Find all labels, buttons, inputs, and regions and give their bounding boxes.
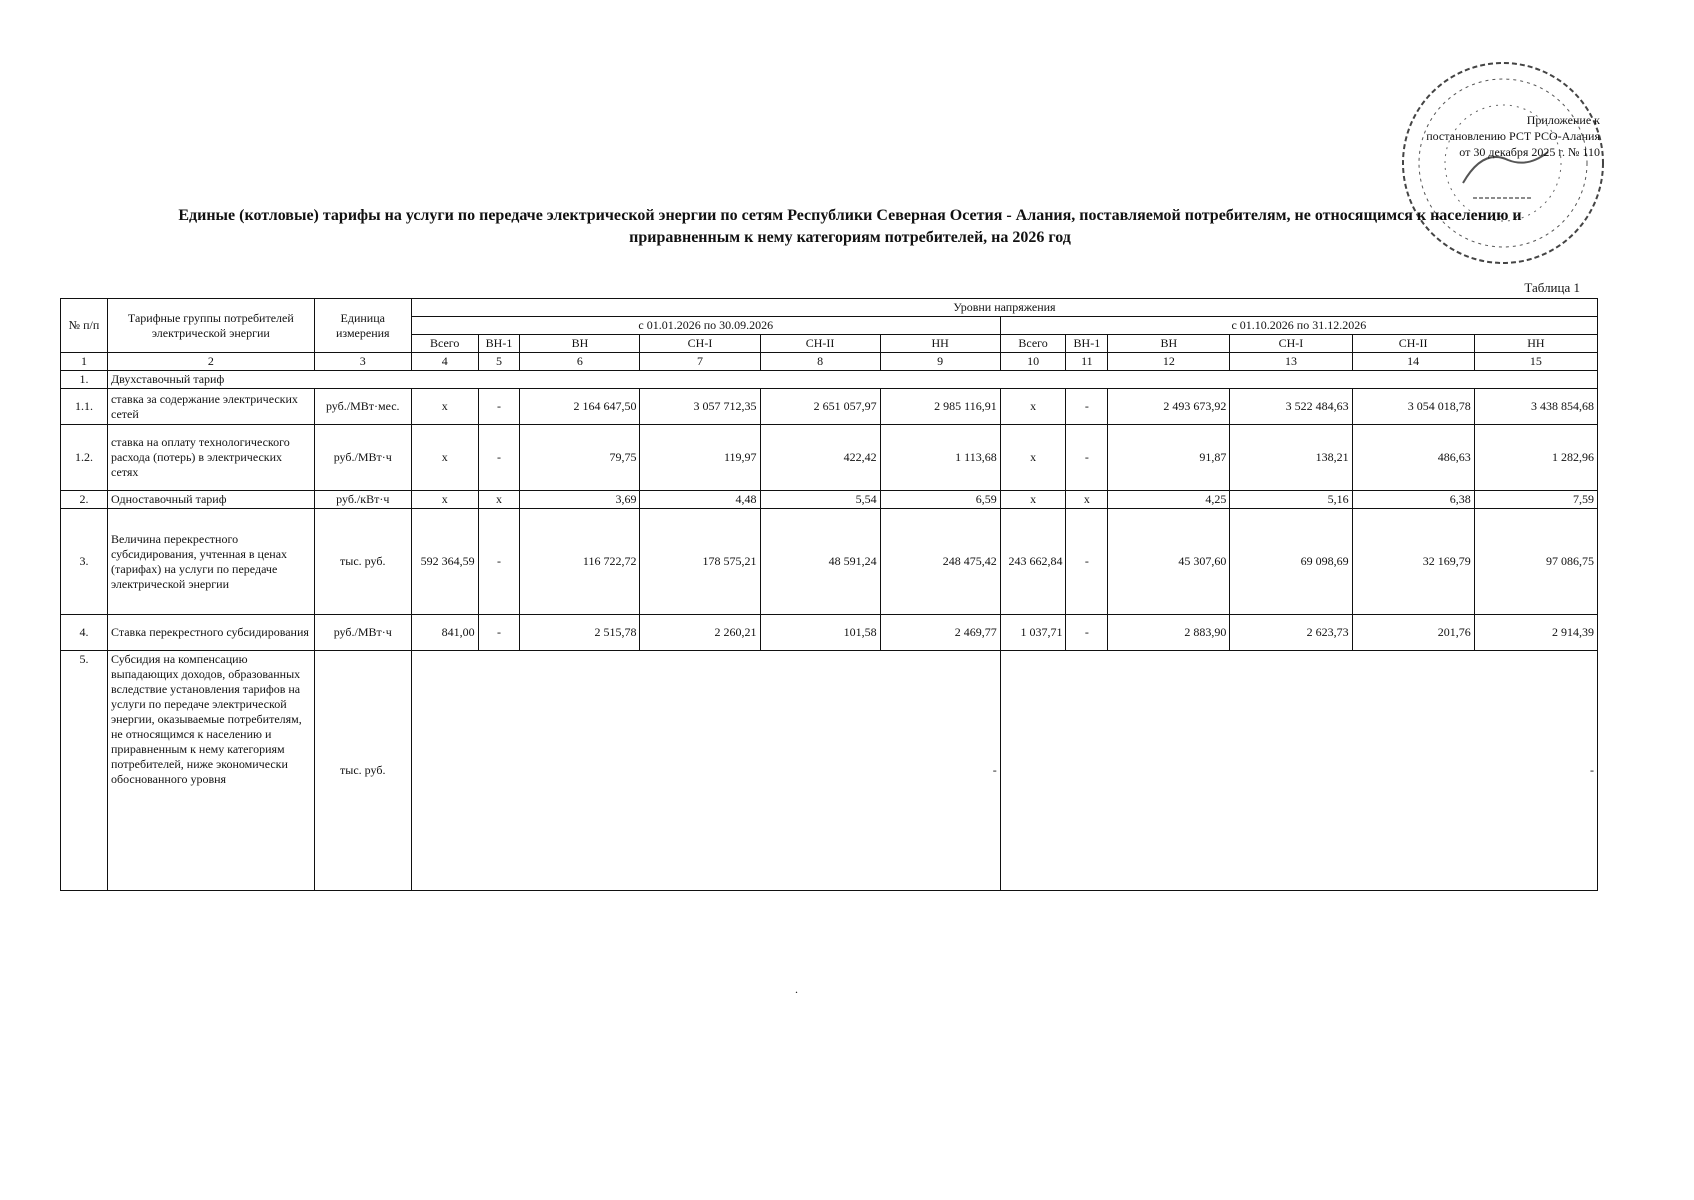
value-cell: - — [478, 509, 520, 615]
value-cell: 3 057 712,35 — [640, 389, 760, 425]
table-row — [61, 425, 1598, 491]
value-cell: 138,21 — [1230, 425, 1352, 491]
value-cell: х — [1000, 491, 1066, 509]
table-row — [61, 509, 1598, 615]
value-cell: х — [411, 491, 478, 509]
row-number: 3. — [61, 509, 108, 615]
column-number: 2 — [107, 353, 314, 371]
tariff-table-body — [61, 371, 1598, 891]
appendix-line-1: Приложение к — [1526, 113, 1600, 127]
column-number: 14 — [1352, 353, 1474, 371]
row-number: 1. — [61, 371, 108, 389]
column-number: 6 — [520, 353, 640, 371]
row-name: Величина перекрестного субсидирования, учтенная в ценах (тарифах) на услуги по передаче электрической энергии — [107, 509, 314, 615]
footer-mark: . — [795, 982, 798, 996]
row-name: Ставка перекрестного субсидирования — [107, 615, 314, 651]
tariff-table — [60, 298, 1598, 891]
row-unit: тыс. руб. — [314, 651, 411, 891]
row-number: 5. — [61, 651, 108, 891]
value-cell: х — [1000, 389, 1066, 425]
title-line-2: приравненным к нему категориям потребителей, на 2026 год — [629, 229, 1071, 246]
value-cell: 48 591,24 — [760, 509, 880, 615]
row-unit: руб./МВт·ч — [314, 425, 411, 491]
table-row — [61, 651, 1598, 891]
row-unit: тыс. руб. — [314, 509, 411, 615]
value-cell: 243 662,84 — [1000, 509, 1066, 615]
value-cell: х — [478, 491, 520, 509]
header-num: № п/п — [61, 299, 108, 353]
column-number: 13 — [1230, 353, 1352, 371]
header-unit: Единица измерения — [314, 299, 411, 353]
document-title — [90, 205, 1610, 249]
header-col: НН — [1474, 335, 1597, 353]
value-cell: 4,48 — [640, 491, 760, 509]
value-cell: 116 722,72 — [520, 509, 640, 615]
row-number: 4. — [61, 615, 108, 651]
value-cell: 7,59 — [1474, 491, 1597, 509]
row-name: ставка на оплату технологического расхода (потерь) в электрических сетях — [107, 425, 314, 491]
header-col: СН-I — [1230, 335, 1352, 353]
value-cell: 101,58 — [760, 615, 880, 651]
merged-value: - — [1000, 651, 1597, 891]
header-period-1: с 01.01.2026 по 30.09.2026 — [411, 317, 1000, 335]
value-cell: 1 113,68 — [880, 425, 1000, 491]
value-cell: 178 575,21 — [640, 509, 760, 615]
row-name: Субсидия на компенсацию выпадающих доходов, образованных вследствие установления тарифов на услуги по передаче электрической энергии, оказываемые потребителям, не относящимся к населению и приравненным к нему категориям потребителей, ниже экономически обоснованного уровня — [107, 651, 314, 891]
row-name: Двухставочный тариф — [107, 371, 1597, 389]
row-number: 2. — [61, 491, 108, 509]
column-number: 7 — [640, 353, 760, 371]
value-cell: 4,25 — [1108, 491, 1230, 509]
value-cell: 2 515,78 — [520, 615, 640, 651]
table-row — [61, 371, 1598, 389]
row-name: ставка за содержание электрических сетей — [107, 389, 314, 425]
header-voltage-levels: Уровни напряжения — [411, 299, 1597, 317]
column-number-row — [61, 353, 1598, 371]
value-cell: 6,38 — [1352, 491, 1474, 509]
value-cell: 69 098,69 — [1230, 509, 1352, 615]
value-cell: 2 985 116,91 — [880, 389, 1000, 425]
value-cell: 248 475,42 — [880, 509, 1000, 615]
merged-value: - — [411, 651, 1000, 891]
value-cell: - — [478, 615, 520, 651]
value-cell: 119,97 — [640, 425, 760, 491]
value-cell: 2 493 673,92 — [1108, 389, 1230, 425]
value-cell: 592 364,59 — [411, 509, 478, 615]
value-cell: х — [1000, 425, 1066, 491]
value-cell: 2 469,77 — [880, 615, 1000, 651]
header-group: Тарифные группы потребителей электрической энергии — [107, 299, 314, 353]
value-cell: х — [411, 389, 478, 425]
value-cell: 32 169,79 — [1352, 509, 1474, 615]
table-row — [61, 491, 1598, 509]
value-cell: 91,87 — [1108, 425, 1230, 491]
column-number: 3 — [314, 353, 411, 371]
value-cell: 3 054 018,78 — [1352, 389, 1474, 425]
column-number: 4 — [411, 353, 478, 371]
column-number: 10 — [1000, 353, 1066, 371]
title-line-1: Единые (котловые) тарифы на услуги по передаче электрической энергии по сетям Республики Северная Осетия - Алания, поставляемой потребителям, не относящимся к населению и — [178, 207, 1522, 224]
header-col: СН-I — [640, 335, 760, 353]
value-cell: 1 037,71 — [1000, 615, 1066, 651]
value-cell: х — [411, 425, 478, 491]
row-number: 1.2. — [61, 425, 108, 491]
value-cell: 2 260,21 — [640, 615, 760, 651]
value-cell: - — [1066, 425, 1108, 491]
table-label: Таблица 1 — [1524, 280, 1580, 295]
value-cell: 97 086,75 — [1474, 509, 1597, 615]
value-cell: 2 651 057,97 — [760, 389, 880, 425]
header-col: НН — [880, 335, 1000, 353]
value-cell: - — [1066, 615, 1108, 651]
column-number: 9 — [880, 353, 1000, 371]
value-cell: 5,16 — [1230, 491, 1352, 509]
value-cell: 2 883,90 — [1108, 615, 1230, 651]
row-unit: руб./МВт·ч — [314, 615, 411, 651]
value-cell: х — [1066, 491, 1108, 509]
value-cell: - — [1066, 389, 1108, 425]
appendix-line-3: от 30 декабря 2025 г. № 110 — [1459, 145, 1600, 159]
value-cell: 5,54 — [760, 491, 880, 509]
column-number: 15 — [1474, 353, 1597, 371]
column-number: 1 — [61, 353, 108, 371]
value-cell: 79,75 — [520, 425, 640, 491]
value-cell: 2 164 647,50 — [520, 389, 640, 425]
value-cell: 3 438 854,68 — [1474, 389, 1597, 425]
header-col: ВН — [520, 335, 640, 353]
value-cell: - — [1066, 509, 1108, 615]
header-col: СН-II — [760, 335, 880, 353]
appendix-note — [1360, 112, 1600, 160]
appendix-line-2: постановлению РСТ РСО-Алания — [1426, 129, 1600, 143]
header-period-2: с 01.10.2026 по 31.12.2026 — [1000, 317, 1597, 335]
column-number: 8 — [760, 353, 880, 371]
row-unit: руб./МВт·мес. — [314, 389, 411, 425]
column-number: 12 — [1108, 353, 1230, 371]
value-cell: 3 522 484,63 — [1230, 389, 1352, 425]
header-col: ВН — [1108, 335, 1230, 353]
value-cell: - — [478, 389, 520, 425]
header-col: Всего — [411, 335, 478, 353]
row-unit: руб./кВт·ч — [314, 491, 411, 509]
column-number: 5 — [478, 353, 520, 371]
table-row — [61, 389, 1598, 425]
header-col: ВН-1 — [1066, 335, 1108, 353]
value-cell: 3,69 — [520, 491, 640, 509]
value-cell: - — [478, 425, 520, 491]
value-cell: 6,59 — [880, 491, 1000, 509]
value-cell: 422,42 — [760, 425, 880, 491]
value-cell: 1 282,96 — [1474, 425, 1597, 491]
value-cell: 2 623,73 — [1230, 615, 1352, 651]
row-name: Одноставочный тариф — [107, 491, 314, 509]
column-number: 11 — [1066, 353, 1108, 371]
header-col: Всего — [1000, 335, 1066, 353]
value-cell: 45 307,60 — [1108, 509, 1230, 615]
value-cell: 201,76 — [1352, 615, 1474, 651]
header-col: СН-II — [1352, 335, 1474, 353]
value-cell: 841,00 — [411, 615, 478, 651]
value-cell: 486,63 — [1352, 425, 1474, 491]
row-number: 1.1. — [61, 389, 108, 425]
header-col: ВН-1 — [478, 335, 520, 353]
table-row — [61, 615, 1598, 651]
value-cell: 2 914,39 — [1474, 615, 1597, 651]
